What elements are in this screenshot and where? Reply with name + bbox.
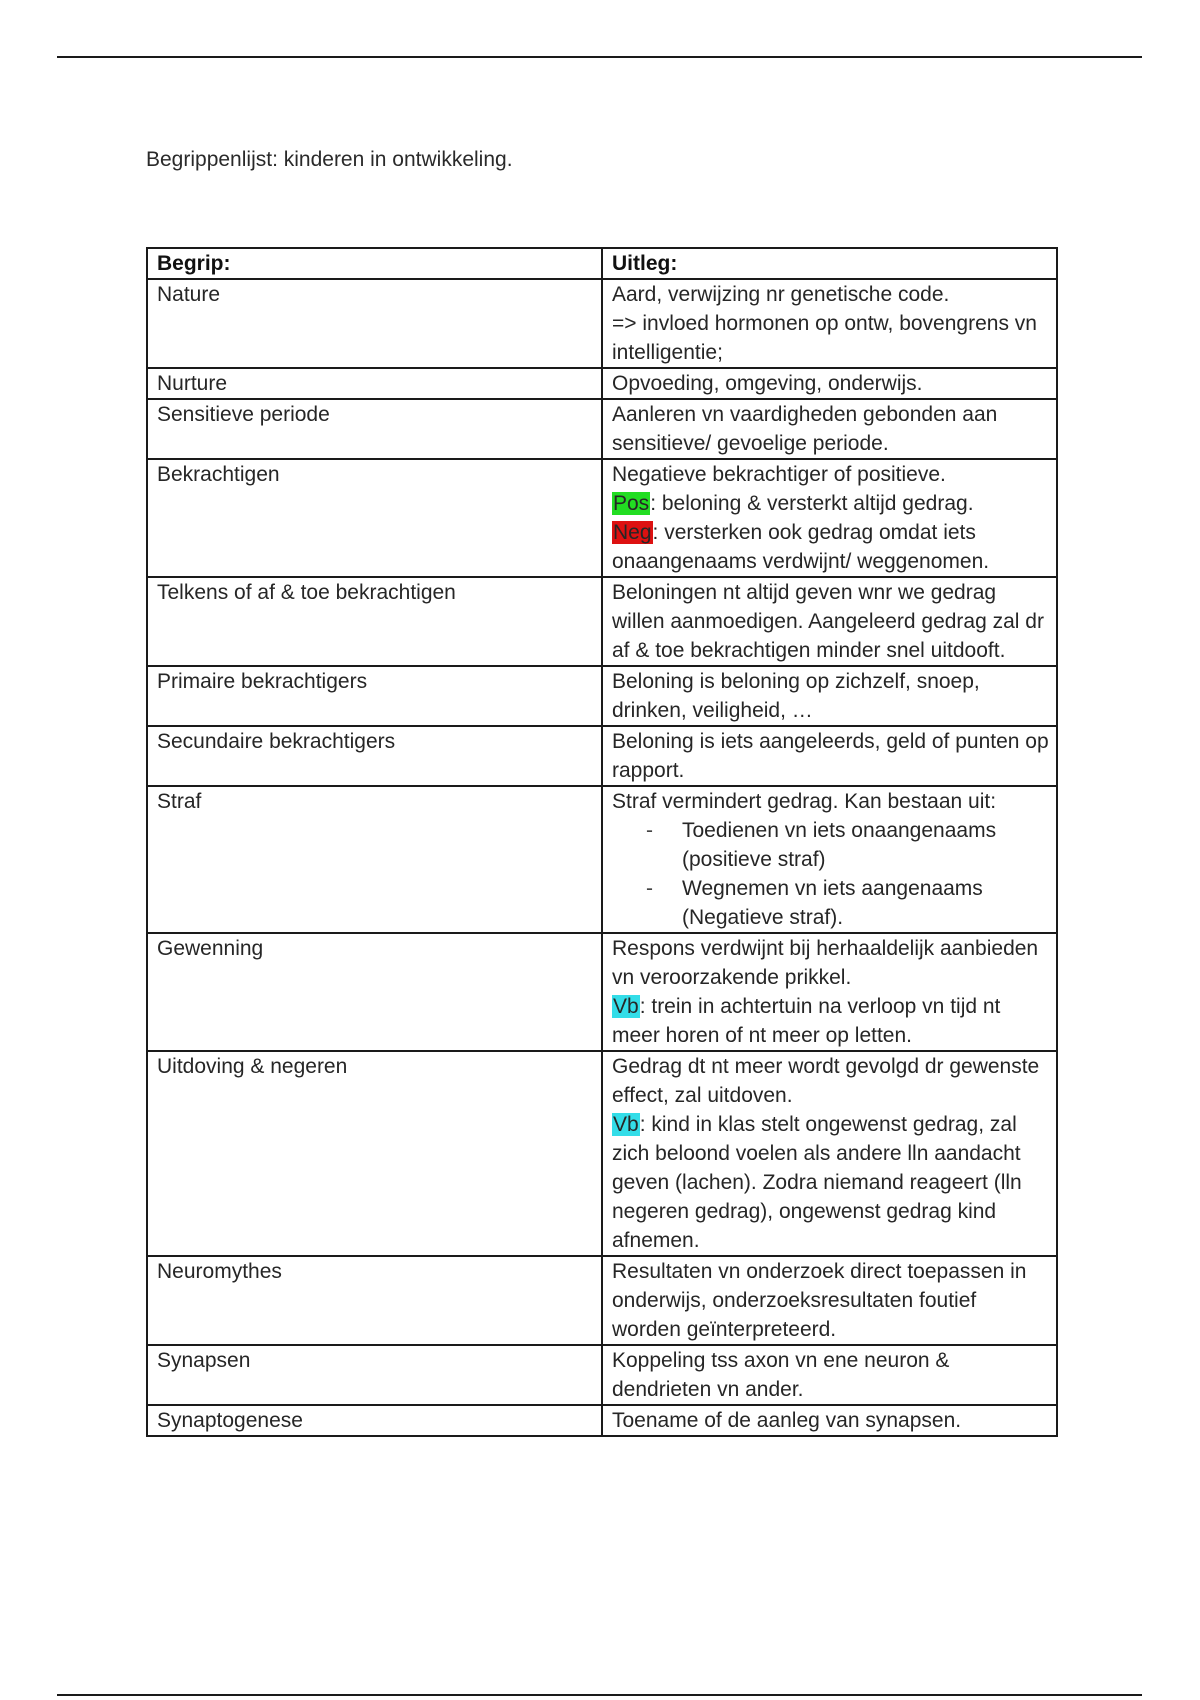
explanation-line: Opvoeding, omgeving, onderwijs. — [612, 372, 923, 395]
vb-highlight: Vb — [613, 1113, 639, 1136]
vb-highlight: Vb — [613, 995, 639, 1018]
straf-list — [612, 816, 1050, 932]
explanation-line: Aanleren vn vaardigheden gebonden aan sensitieve/ gevoelige periode. — [612, 403, 998, 455]
explanation-cell — [602, 1051, 1057, 1256]
explanation-cell — [602, 933, 1057, 1051]
explanation-cell — [602, 1405, 1057, 1436]
term-cell: Neuromythes — [147, 1256, 602, 1345]
term-cell: Synapsen — [147, 1345, 602, 1405]
terms-table — [146, 247, 1058, 1437]
term-cell: Synaptogenese — [147, 1405, 602, 1436]
header-uitleg: Uitleg: — [602, 248, 1057, 279]
explanation-line: Toename of de aanleg van synapsen. — [612, 1409, 962, 1432]
neg-highlight: Neg — [613, 521, 652, 544]
example-text: : trein in achtertuin na verloop vn tijd nt meer horen of nt meer op letten. — [612, 995, 1001, 1047]
explanation-line: Aard, verwijzing nr genetische code. — [612, 283, 950, 306]
list-item: - Toedienen vn iets onaangenaams (positieve straf) — [682, 816, 1050, 874]
explanation-line: Negatieve bekrachtiger of positieve. — [612, 463, 946, 486]
term-cell: Telkens of af & toe bekrachtigen — [147, 577, 602, 666]
explanation-line: Koppeling tss axon vn ene neuron & dendrieten vn ander. — [612, 1349, 950, 1401]
explanation-line: Beloningen nt altijd geven wnr we gedrag willen aanmoedigen. Aangeleerd gedrag zal dr af & toe bekrachtigen minder snel uitdooft. — [612, 581, 1044, 662]
table-row — [147, 933, 1057, 1051]
explanation-line: => invloed hormonen op ontw, bovengrens vn intelligentie; — [612, 312, 1037, 364]
term-cell: Sensitieve periode — [147, 399, 602, 459]
example-text: : kind in klas stelt ongewenst gedrag, zal zich beloond voelen als andere lln aandacht geven (lachen). Zodra niemand reageert (lln negeren gedrag), ongewenst gedrag kind afnemen. — [612, 1113, 1022, 1252]
table-row — [147, 368, 1057, 399]
explanation-line: Straf vermindert gedrag. Kan bestaan uit: — [612, 790, 997, 813]
explanation-cell — [602, 726, 1057, 786]
neg-line — [612, 518, 1050, 576]
pos-highlight: Pos — [613, 492, 650, 515]
pos-line — [612, 489, 1050, 518]
table-row — [147, 1345, 1057, 1405]
explanation-cell — [602, 1345, 1057, 1405]
document-title: Begrippenlijst: kinderen in ontwikkeling. — [146, 148, 513, 171]
term-cell: Gewenning — [147, 933, 602, 1051]
footer-rule — [57, 1694, 1142, 1696]
term-cell: Uitdoving & negeren — [147, 1051, 602, 1256]
table-row — [147, 459, 1057, 577]
explanation-cell — [602, 368, 1057, 399]
explanation-line: Beloning is beloning op zichzelf, snoep, drinken, veiligheid, … — [612, 670, 980, 722]
explanation-cell — [602, 1256, 1057, 1345]
table-row — [147, 577, 1057, 666]
table-row — [147, 399, 1057, 459]
list-item: - Wegnemen vn iets aangenaams (Negatieve straf). — [682, 874, 1050, 932]
pos-text: : beloning & versterkt altijd gedrag. — [650, 492, 974, 515]
table-row — [147, 726, 1057, 786]
term-cell: Straf — [147, 786, 602, 933]
explanation-line: Gedrag dt nt meer wordt gevolgd dr gewenste effect, zal uitdoven. — [612, 1055, 1040, 1107]
term-cell: Secundaire bekrachtigers — [147, 726, 602, 786]
explanation-cell — [602, 459, 1057, 577]
table-row — [147, 279, 1057, 368]
explanation-cell — [602, 577, 1057, 666]
explanation-line: Resultaten vn onderzoek direct toepassen in onderwijs, onderzoeksresultaten foutief worden geïnterpreteerd. — [612, 1260, 1027, 1341]
neg-text: : versterken ook gedrag omdat iets onaangenaams verdwijnt/ weggenomen. — [612, 521, 990, 573]
example-line — [612, 1110, 1050, 1255]
table-row — [147, 1256, 1057, 1345]
term-cell: Bekrachtigen — [147, 459, 602, 577]
explanation-line: Beloning is iets aangeleerds, geld of punten op rapport. — [612, 730, 1049, 782]
explanation-line: Respons verdwijnt bij herhaaldelijk aanbieden vn veroorzakende prikkel. — [612, 937, 1039, 989]
term-cell: Nature — [147, 279, 602, 368]
table-row — [147, 666, 1057, 726]
explanation-cell — [602, 786, 1057, 933]
table-row — [147, 786, 1057, 933]
explanation-cell — [602, 666, 1057, 726]
header-begrip: Begrip: — [147, 248, 602, 279]
table-row — [147, 1405, 1057, 1436]
header-rule — [57, 56, 1142, 58]
table-row — [147, 1051, 1057, 1256]
table-header-row — [147, 248, 1057, 279]
example-line — [612, 992, 1050, 1050]
explanation-cell — [602, 279, 1057, 368]
term-cell: Nurture — [147, 368, 602, 399]
term-cell: Primaire bekrachtigers — [147, 666, 602, 726]
explanation-cell — [602, 399, 1057, 459]
